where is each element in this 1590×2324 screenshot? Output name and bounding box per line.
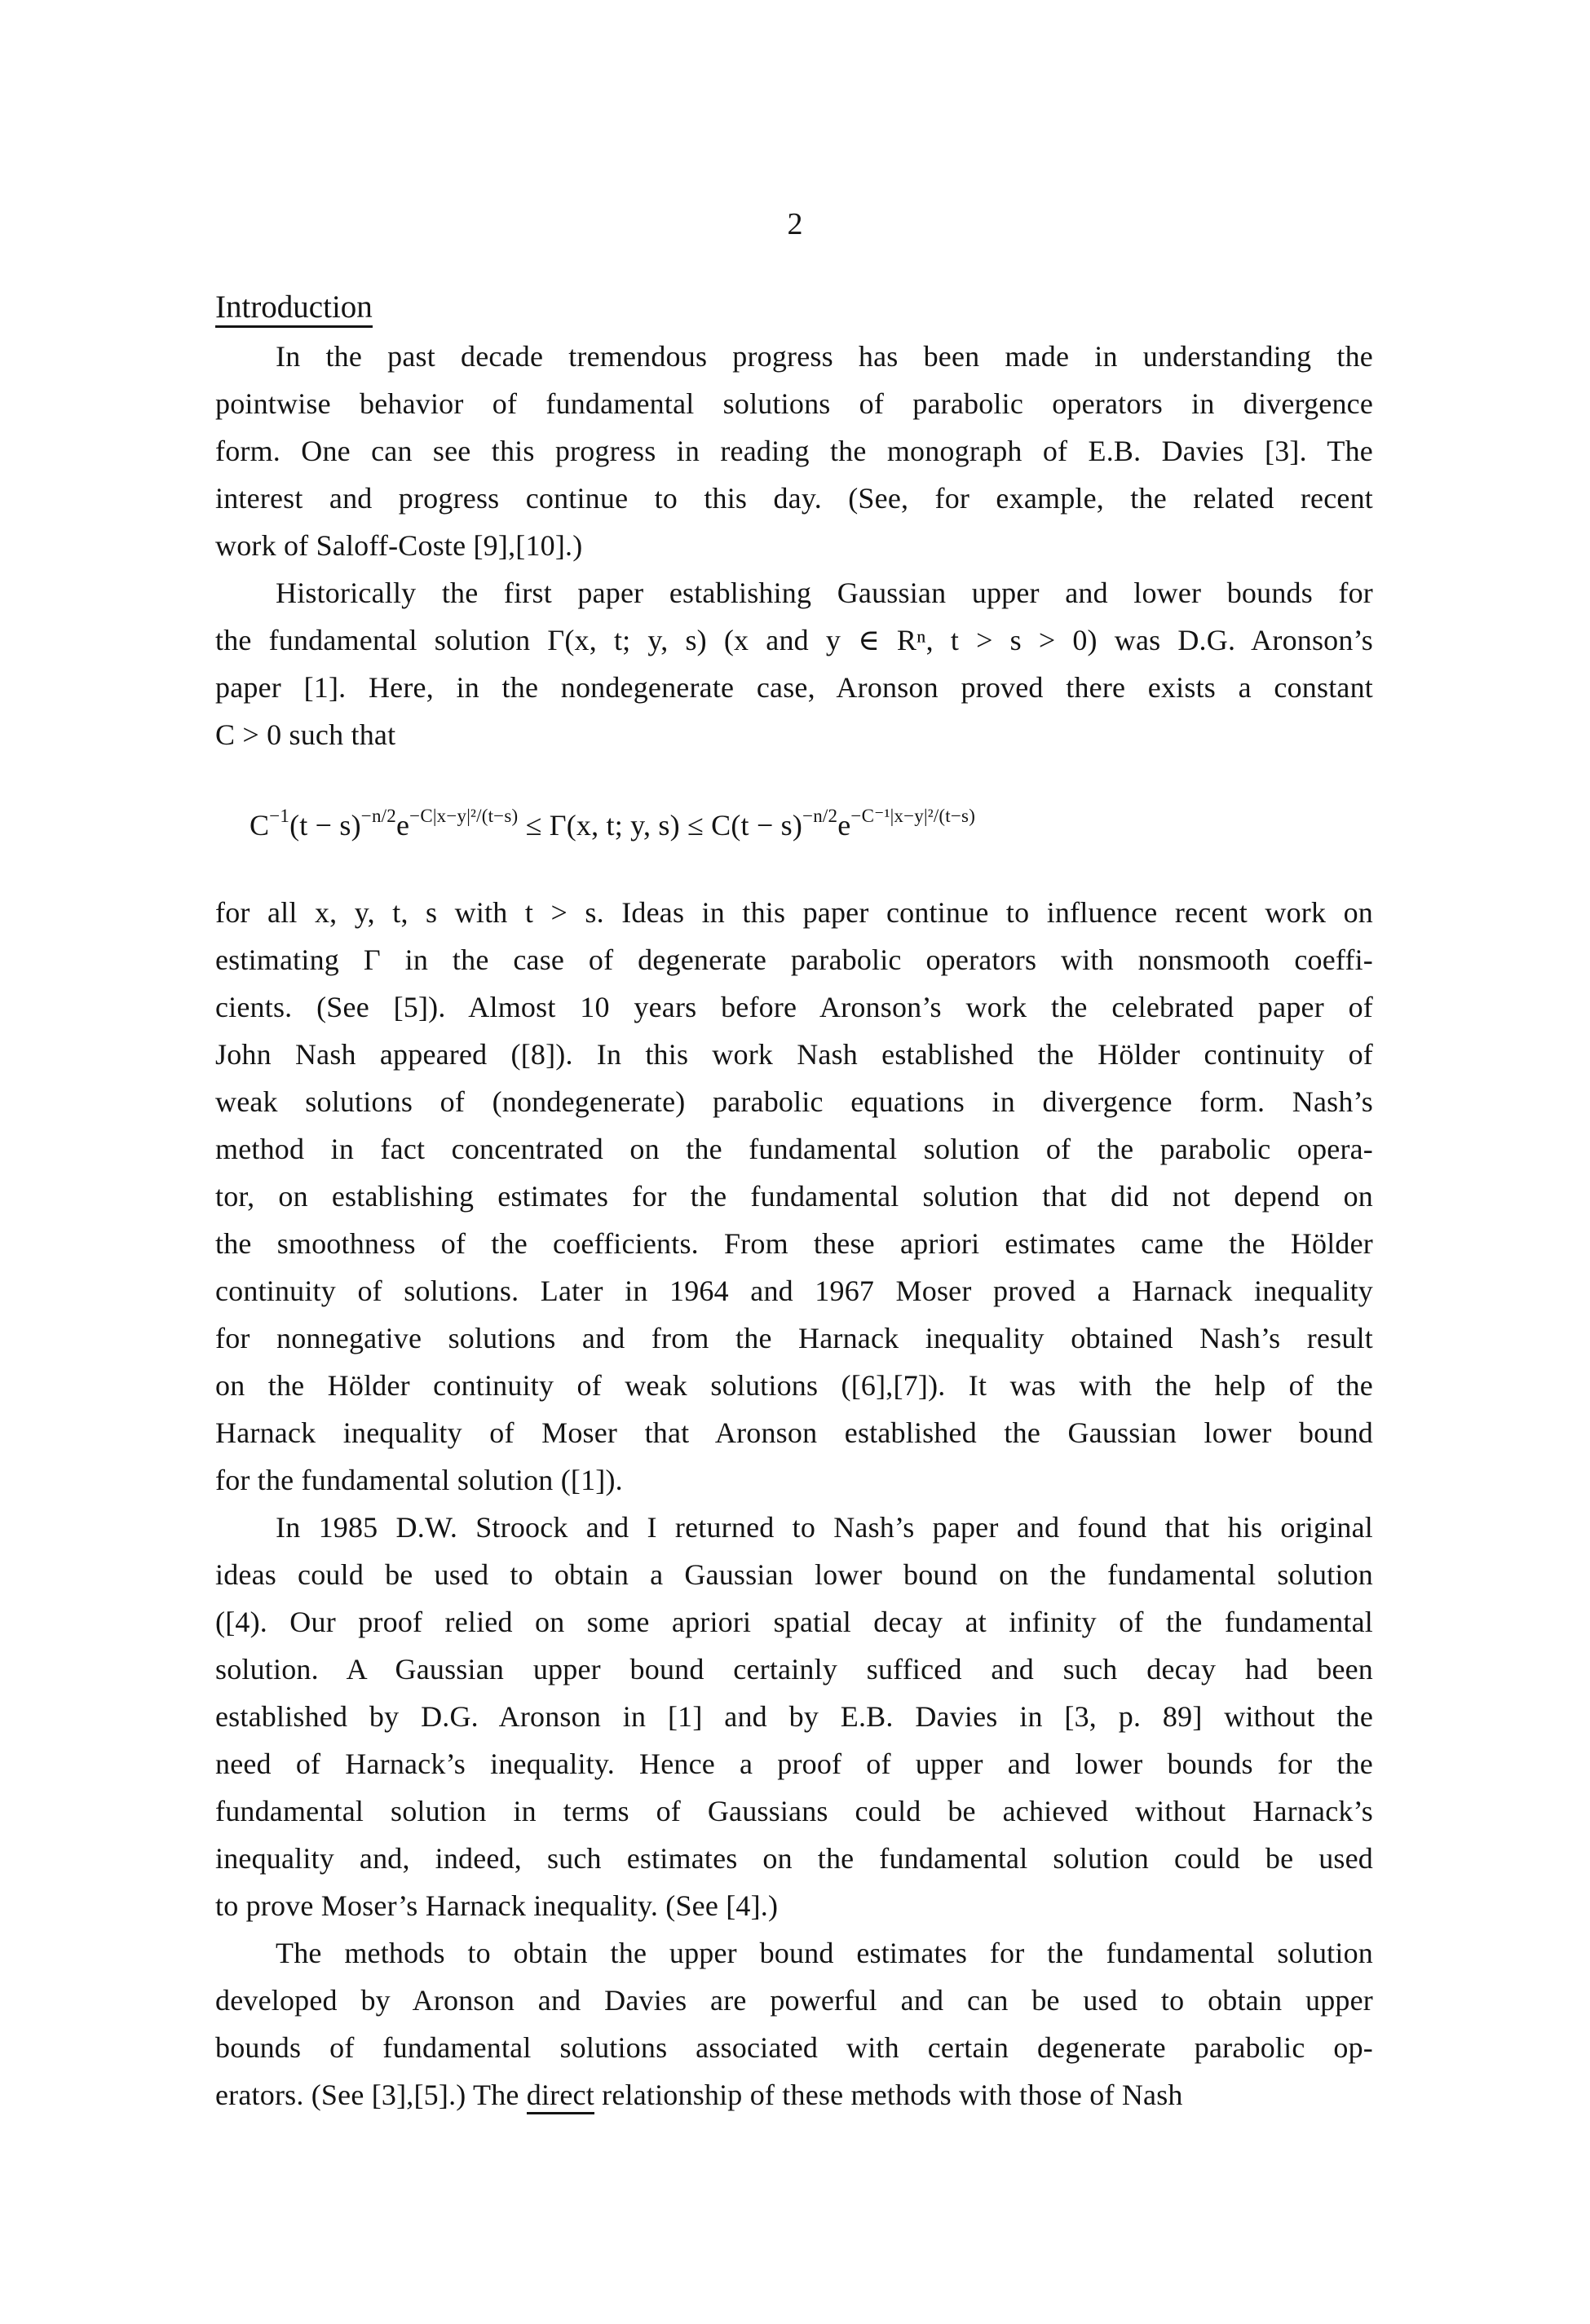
text-line: for the fundamental solution ([1]). xyxy=(215,1464,623,1496)
text-line: The methods to obtain the upper bound estimates for the fundamental solution xyxy=(276,1937,1373,1969)
text-segment: erators. (See [3],[5].) The xyxy=(215,2079,527,2111)
text-line: form. One can see this progress in reading the monograph of E.B. Davies [3]. The xyxy=(215,435,1373,467)
text-line: method in fact concentrated on the fundamental solution of the parabolic opera- xyxy=(215,1133,1373,1165)
formula-exponent: −1 xyxy=(269,806,290,826)
paragraph-1 xyxy=(215,333,1373,569)
formula-exponent: −n/2 xyxy=(802,806,838,826)
text-line: tor, on establishing estimates for the fundamental solution that did not depend on xyxy=(215,1180,1373,1213)
paragraph-5 xyxy=(215,1929,1373,2119)
text-line: the fundamental solution Γ(x, t; y, s) (x and y ∈ Rⁿ, t > s > 0) was D.G. Aronson’s xyxy=(215,624,1373,656)
text-line: to prove Moser’s Harnack inequality. (See [4].) xyxy=(215,1889,779,1922)
formula-base: C xyxy=(250,809,270,842)
text-line: Harnack inequality of Moser that Aronson established the Gaussian lower bound xyxy=(215,1416,1373,1449)
display-formula-gaussian-bounds xyxy=(215,796,1373,855)
text-line: In 1985 D.W. Stroock and I returned to Nash’s paper and found that his original xyxy=(276,1511,1373,1544)
text-line: developed by Aronson and Davies are powerful and can be used to obtain upper xyxy=(215,1984,1373,2017)
text-line: inequality and, indeed, such estimates on the fundamental solution could be used xyxy=(215,1842,1373,1875)
text-line: the smoothness of the coefficients. From these apriori estimates came the Hölder xyxy=(215,1227,1373,1260)
text-line: for all x, y, t, s with t > s. Ideas in this paper continue to influence recent work on xyxy=(215,896,1373,929)
text-line: fundamental solution in terms of Gaussians could be achieved without Harnack’s xyxy=(215,1795,1373,1827)
text-line: weak solutions of (nondegenerate) parabolic equations in divergence form. Nash’s xyxy=(215,1085,1373,1118)
text-line: C > 0 such that xyxy=(215,718,396,751)
text-line: on the Hölder continuity of weak solutions ([6],[7]). It was with the help of the xyxy=(215,1369,1373,1402)
text-line: interest and progress continue to this day. (See, for example, the related recent xyxy=(215,482,1373,515)
text-line: John Nash appeared ([8]). In this work Nash established the Hölder continuity of xyxy=(215,1038,1373,1071)
underlined-word-direct: direct xyxy=(527,2079,594,2114)
text-line: solution. A Gaussian upper bound certainly sufficed and such decay had been xyxy=(215,1653,1373,1686)
section-heading-row xyxy=(215,290,1373,333)
text-line: estimating Γ in the case of degenerate parabolic operators with nonsmooth coeffi- xyxy=(215,943,1373,976)
text-line: established by D.G. Aronson in [1] and by E.B. Davies in [3, p. 89] without the xyxy=(215,1700,1373,1733)
text-line: Historically the first paper establishing Gaussian upper and lower bounds for xyxy=(276,577,1373,609)
text-line: work of Saloff-Coste [9],[10].) xyxy=(215,529,583,562)
formula-base: ≤ Γ(x, t; y, s) ≤ C(t − s) xyxy=(518,809,803,842)
text-line: for nonnegative solutions and from the Harnack inequality obtained Nash’s result xyxy=(215,1322,1373,1354)
formula-base: (t − s) xyxy=(289,809,361,842)
page-number: 2 xyxy=(787,207,803,241)
text-line: paper [1]. Here, in the nondegenerate case, Aronson proved there exists a constant xyxy=(215,671,1373,704)
formula-exponent: −C⁻¹|x−y|²/(t−s) xyxy=(850,806,976,826)
text-line: continuity of solutions. Later in 1964 and 1967 Moser proved a Harnack inequality xyxy=(215,1275,1373,1307)
paragraph-3 xyxy=(215,889,1373,1504)
text-line: In the past decade tremendous progress has been made in understanding the xyxy=(276,340,1373,373)
paragraph-2 xyxy=(215,569,1373,758)
formula-exponent: −C|x−y|²/(t−s) xyxy=(409,806,519,826)
text-line: need of Harnack’s inequality. Hence a proof of upper and lower bounds for the xyxy=(215,1747,1373,1780)
formula-exponent: −n/2 xyxy=(360,806,396,826)
text-line: ([4). Our proof relied on some apriori spatial decay at infinity of the fundamental xyxy=(215,1606,1373,1638)
section-heading-introduction: Introduction xyxy=(215,290,373,328)
text-line: cients. (See [5]). Almost 10 years before Aronson’s work the celebrated paper of xyxy=(215,991,1373,1023)
text-line: pointwise behavior of fundamental solutions of parabolic operators in divergence xyxy=(215,387,1373,420)
text-segment: relationship of these methods with those of Nash xyxy=(594,2079,1183,2111)
paragraph-4 xyxy=(215,1504,1373,1929)
text-line: bounds of fundamental solutions associated with certain degenerate parabolic op- xyxy=(215,2031,1373,2064)
page-content xyxy=(215,290,1373,2119)
formula-base: e xyxy=(395,809,410,842)
text-line xyxy=(215,2071,1373,2119)
text-line: ideas could be used to obtain a Gaussian lower bound on the fundamental solution xyxy=(215,1558,1373,1591)
formula-base: e xyxy=(837,809,851,842)
